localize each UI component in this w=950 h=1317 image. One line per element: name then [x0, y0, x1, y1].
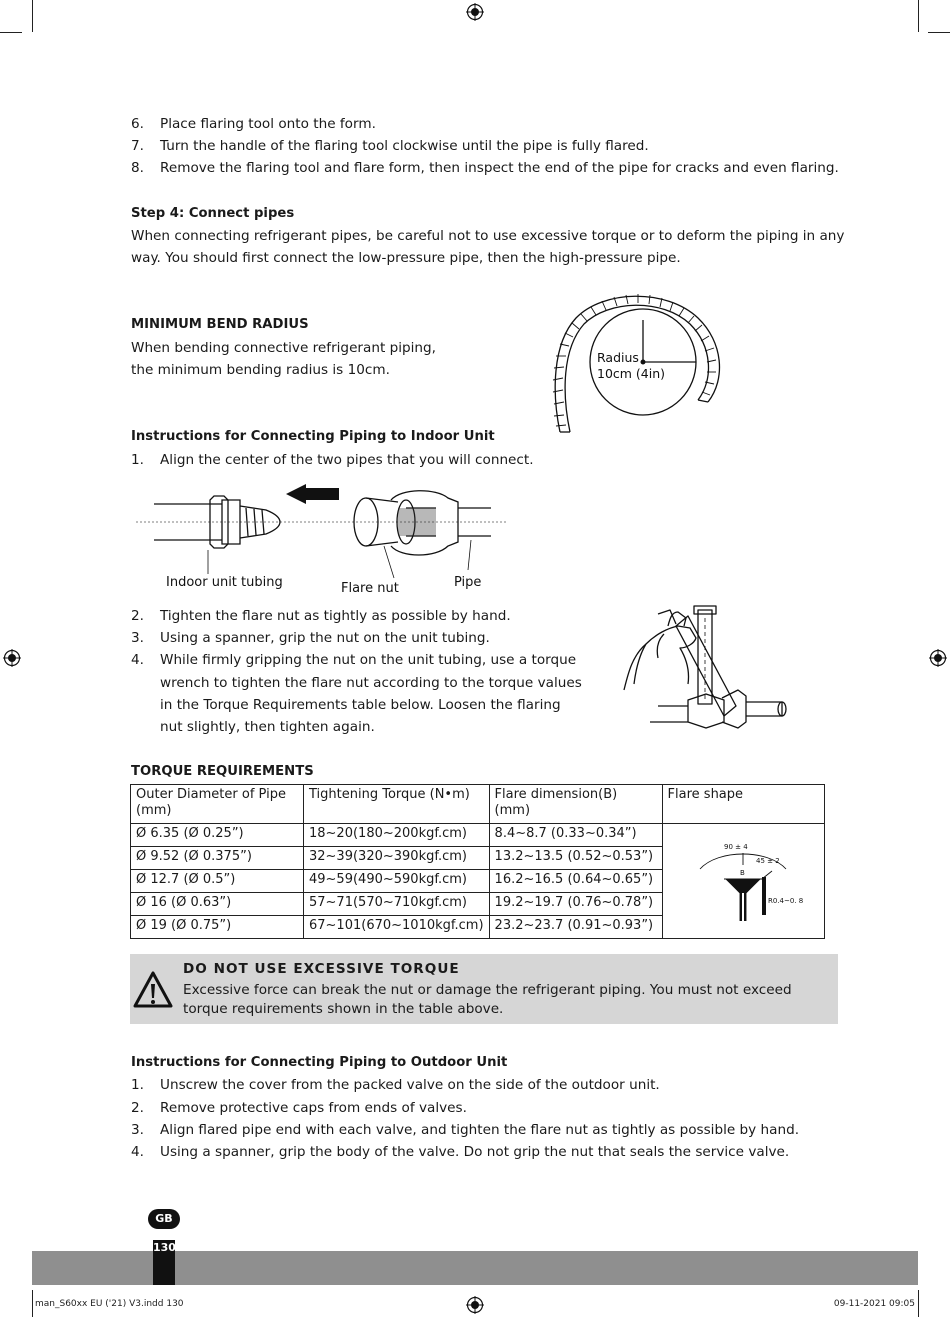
crop-mark	[918, 1290, 919, 1317]
warning-title: DO NOT USE EXCESSIVE TORQUE	[183, 961, 460, 977]
table-cell: 13.2~13.5 (0.52~0.53”)	[489, 847, 662, 870]
section-heading: Instructions for Connecting Piping to Outdoor Unit	[131, 1055, 508, 1070]
crop-mark	[928, 32, 950, 33]
step-text-line: nut slightly, then tighten again.	[160, 719, 375, 735]
step-text: Turn the handle of the flaring tool clockwise until the pipe is fully flared.	[160, 138, 649, 154]
step-text: Place flaring tool onto the form.	[160, 116, 376, 132]
flare-shape-cell	[662, 824, 824, 939]
step-text: Remove protective caps from ends of valves.	[160, 1100, 467, 1116]
step-number: 4.	[131, 1144, 144, 1160]
table-header-row	[131, 785, 825, 824]
paragraph-line: the minimum bending radius is 10cm.	[131, 362, 390, 378]
section-heading: MINIMUM BEND RADIUS	[131, 317, 309, 332]
step-text: Align flared pipe end with each valve, and tighten the flare nut as tightly as possible by hand.	[160, 1122, 800, 1138]
table-cell: 19.2~19.7 (0.76~0.78”)	[489, 893, 662, 916]
crop-mark	[32, 0, 33, 32]
step-text: Tighten the flare nut as tightly as possible by hand.	[160, 608, 511, 624]
table-header-cell: Flare dimension(B) (mm)	[489, 785, 662, 824]
file-name-slug: man_S60xx EU ('21) V3.indd 130	[35, 1299, 184, 1309]
step-number: 6.	[131, 116, 144, 132]
warning-triangle-icon	[133, 970, 173, 1010]
step-number: 1.	[131, 1077, 144, 1093]
section-heading: Instructions for Connecting Piping to Indoor Unit	[131, 429, 495, 444]
table-header-cell: Outer Diameter of Pipe (mm)	[131, 785, 304, 824]
step-text: Align the center of the two pipes that you will connect.	[160, 452, 534, 468]
step-number: 2.	[131, 1100, 144, 1116]
table-row	[131, 824, 825, 847]
table-cell: Ø 9.52 (Ø 0.375”)	[131, 847, 304, 870]
table-cell: 16.2~16.5 (0.64~0.65”)	[489, 870, 662, 893]
flare-radius-label: R0.4~0. 8	[768, 896, 804, 905]
step-number: 4.	[131, 652, 144, 668]
torque-table	[130, 784, 825, 939]
paragraph-line: When bending connective refrigerant piping,	[131, 340, 436, 356]
step-number: 8.	[131, 160, 144, 176]
language-badge: GB	[148, 1209, 180, 1229]
crop-mark	[32, 1290, 33, 1317]
table-header-cell: Flare shape	[662, 785, 824, 824]
step-text: Using a spanner, grip the nut on the unit tubing.	[160, 630, 490, 646]
section-heading: Step 4: Connect pipes	[131, 206, 295, 221]
table-cell: 23.2~23.7 (0.91~0.93”)	[489, 916, 662, 939]
crop-mark	[0, 32, 22, 33]
page-number: 130	[153, 1241, 176, 1254]
pipe-label: Pipe	[454, 575, 482, 590]
paragraph-line: way. You should first connect the low-pressure pipe, then the high-pressure pipe.	[131, 250, 681, 266]
table-cell: Ø 16 (Ø 0.63”)	[131, 893, 304, 916]
step-text-line: in the Torque Requirements table below. Loosen the flaring	[160, 697, 561, 713]
table-cell: 67~101(670~1010kgf.cm)	[304, 916, 490, 939]
flare-b-label: B	[740, 868, 746, 877]
pipe-alignment-diagram	[136, 478, 516, 606]
step-number: 1.	[131, 452, 144, 468]
bend-radius-diagram	[548, 284, 728, 436]
table-header-cell: Tightening Torque (N•m)	[304, 785, 490, 824]
table-cell: Ø 12.7 (Ø 0.5”)	[131, 870, 304, 893]
step-text-line: While firmly gripping the nut on the unit tubing, use a torque	[160, 652, 577, 668]
print-date: 09-11-2021 09:05	[833, 1299, 915, 1309]
warning-body: Excessive force can break the nut or damage the refrigerant piping. You must not exceed torque requirements shown in the table above.	[183, 982, 792, 1017]
flare-angle-label: 90 ± 4	[724, 842, 748, 851]
step-number: 7.	[131, 138, 144, 154]
table-cell: 57~71(570~710kgf.cm)	[304, 893, 490, 916]
registration-mark-icon	[466, 1296, 484, 1314]
spanner-wrench-illustration	[606, 604, 796, 736]
table-cell: Ø 19 (Ø 0.75”)	[131, 916, 304, 939]
registration-mark-icon	[929, 649, 947, 667]
table-cell: Ø 6.35 (Ø 0.25”)	[131, 824, 304, 847]
flare-angle-label: 45 ± 2	[756, 856, 780, 865]
table-cell: 49~59(490~590kgf.cm)	[304, 870, 490, 893]
table-cell: 32~39(320~390kgf.cm)	[304, 847, 490, 870]
radius-value-label: 10cm (4in)	[597, 366, 666, 381]
step-number: 3.	[131, 1122, 144, 1138]
step-text: Remove the flaring tool and flare form, then inspect the end of the pipe for cracks and even flaring.	[160, 160, 839, 176]
table-cell: 8.4~8.7 (0.33~0.34”)	[489, 824, 662, 847]
table-title: TORQUE REQUIREMENTS	[131, 764, 314, 779]
indoor-tubing-label: Indoor unit tubing	[166, 575, 283, 590]
flare-nut-label: Flare nut	[341, 581, 399, 596]
flare-shape-diagram	[688, 831, 804, 927]
radius-label: Radius	[597, 350, 639, 365]
step-text: Unscrew the cover from the packed valve on the side of the outdoor unit.	[160, 1077, 660, 1093]
crop-mark	[918, 0, 919, 32]
paragraph-line: When connecting refrigerant pipes, be careful not to use excessive torque or to deform the piping in any	[131, 228, 845, 244]
warning-box	[130, 954, 838, 1024]
step-text-line: wrench to tighten the flare nut according to the torque values	[160, 675, 582, 691]
step-number: 3.	[131, 630, 144, 646]
step-text: Using a spanner, grip the body of the valve. Do not grip the nut that seals the service valve.	[160, 1144, 790, 1160]
step-number: 2.	[131, 608, 144, 624]
registration-mark-icon	[466, 3, 484, 21]
table-cell: 18~20(180~200kgf.cm)	[304, 824, 490, 847]
registration-mark-icon	[3, 649, 21, 667]
